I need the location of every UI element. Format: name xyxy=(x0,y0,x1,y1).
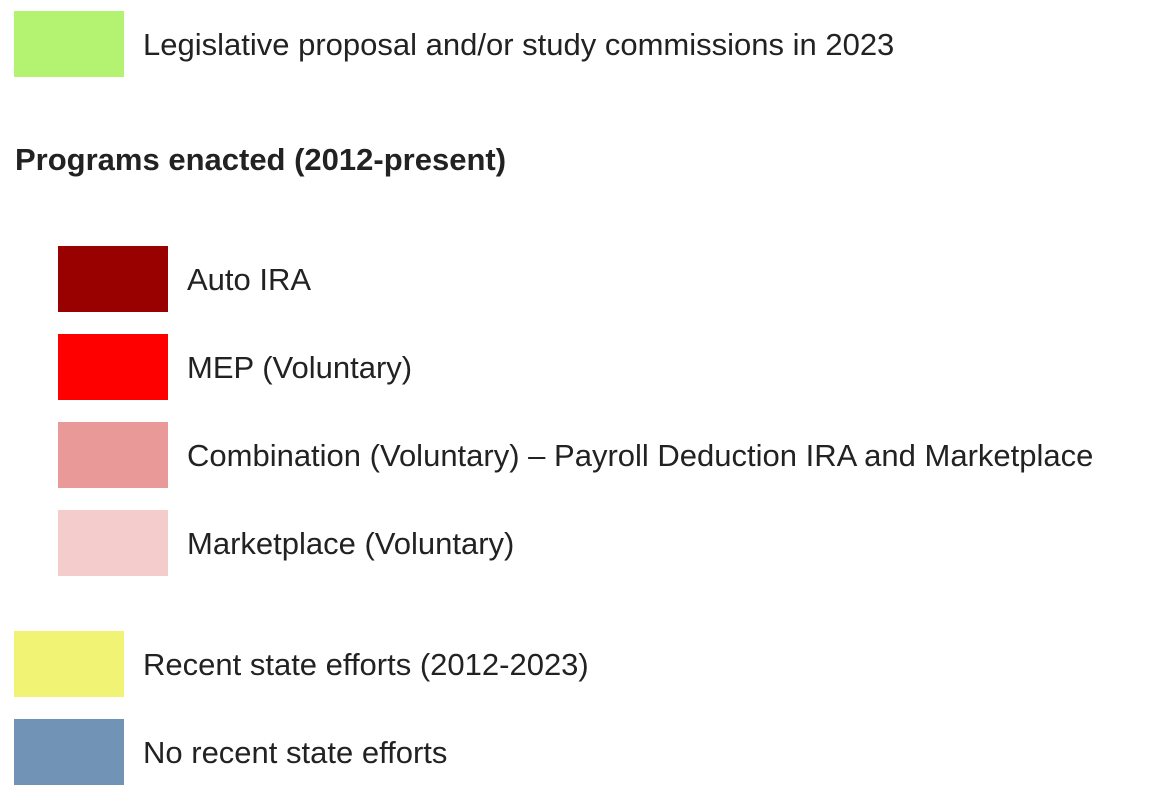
recent-efforts-swatch xyxy=(14,631,124,697)
auto-ira-swatch xyxy=(58,246,168,312)
mep-swatch xyxy=(58,334,168,400)
no-efforts-swatch xyxy=(14,719,124,785)
legend-item-marketplace xyxy=(58,510,514,576)
marketplace-swatch xyxy=(58,510,168,576)
combination-label: Combination (Voluntary) – Payroll Deduction IRA and Marketplace xyxy=(187,437,1094,473)
legend-item-recent-efforts xyxy=(14,631,589,697)
legislative-label: Legislative proposal and/or study commissions in 2023 xyxy=(143,26,895,62)
legend-item-combination xyxy=(58,422,1093,488)
legislative-swatch xyxy=(14,11,124,77)
programs-heading: Programs enacted (2012-present) xyxy=(15,142,507,177)
combination-swatch xyxy=(58,422,168,488)
no-efforts-label: No recent state efforts xyxy=(143,734,448,770)
legend-item-no-efforts xyxy=(14,719,447,785)
legend-item-legislative xyxy=(14,11,894,77)
legend-item-mep xyxy=(58,334,412,400)
auto-ira-label: Auto IRA xyxy=(187,261,312,297)
marketplace-label: Marketplace (Voluntary) xyxy=(187,525,515,561)
legend-item-auto-ira xyxy=(58,246,311,312)
mep-label: MEP (Voluntary) xyxy=(187,349,413,385)
recent-efforts-label: Recent state efforts (2012-2023) xyxy=(143,646,589,682)
